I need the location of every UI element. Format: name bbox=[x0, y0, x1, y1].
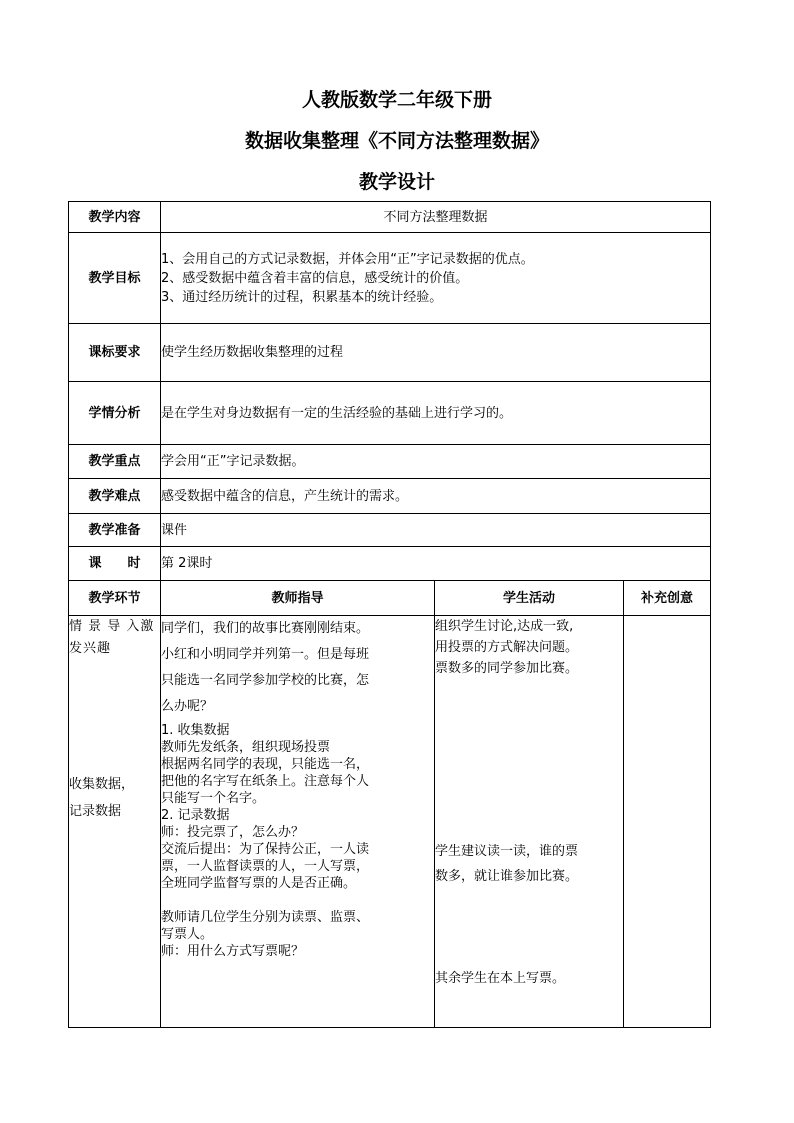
teacher-collect-5: 只能写一个名字。 bbox=[161, 791, 266, 806]
teacher-collect-4: 把他的名字写在纸条上。注意每个人 bbox=[161, 774, 370, 789]
row-difficulty bbox=[69, 479, 711, 514]
row-period bbox=[69, 547, 711, 581]
teacher-collect-1: 1. 收集数据 bbox=[161, 723, 230, 738]
teacher-record-4: 票，一人监督读票的人，一人写票， bbox=[161, 859, 370, 874]
row-goals bbox=[69, 233, 711, 324]
teacher-record-3: 交流后提出：为了保持公正，一人读 bbox=[161, 842, 370, 857]
doc-title-line-1: 人教版数学二年级下册 bbox=[301, 89, 492, 111]
doc-title-line-3: 教学设计 bbox=[358, 171, 435, 193]
label-standard: 课标要求 bbox=[69, 324, 161, 382]
lesson-plan-table bbox=[68, 201, 711, 1028]
value-content: 不同方法整理数据 bbox=[161, 202, 711, 233]
row-content bbox=[69, 202, 711, 233]
student-discuss-3: 票数多的同学参加比赛。 bbox=[435, 661, 579, 676]
header-teacher: 教师指导 bbox=[161, 581, 435, 616]
stage-intro: 情 景 导 入激发兴趣 bbox=[69, 619, 155, 656]
teacher-record-5: 全班同学监督写票的人是否正确。 bbox=[161, 876, 357, 891]
header-extra: 补充创意 bbox=[624, 581, 711, 616]
value-period: 第 2课时 bbox=[161, 547, 711, 581]
stage-record: 记录数据 bbox=[69, 804, 122, 819]
teacher-record-2: 师：投完票了，怎么办？ bbox=[161, 825, 305, 840]
header-stage: 教学环节 bbox=[69, 581, 161, 616]
value-analysis: 是在学生对身边数据有一定的生活经验的基础上进行学习的。 bbox=[161, 382, 711, 445]
teacher-intro-4: 么办呢？ bbox=[161, 699, 214, 714]
teacher-assign-1: 教师请几位学生分别为读票、监票、 bbox=[161, 910, 370, 925]
label-goals: 教学目标 bbox=[69, 233, 161, 324]
header-student: 学生活动 bbox=[435, 581, 624, 616]
teacher-record-1: 2. 记录数据 bbox=[161, 808, 230, 823]
teacher-collect-3: 根据两名同学的表现，只能选一名， bbox=[161, 757, 370, 772]
teacher-assign-3: 师：用什么方式写票呢？ bbox=[161, 944, 305, 959]
value-goals bbox=[161, 233, 711, 324]
label-analysis: 学情分析 bbox=[69, 382, 161, 445]
stage-cell bbox=[69, 616, 161, 1028]
student-cell bbox=[435, 616, 624, 1028]
row-prep bbox=[69, 514, 711, 547]
value-difficulty: 感受数据中蕴含的信息，产生统计的需求。 bbox=[161, 479, 711, 514]
label-difficulty: 教学难点 bbox=[69, 479, 161, 514]
label-prep: 教学准备 bbox=[69, 514, 161, 547]
teacher-intro-2: 小红和小明同学并列第一。但是每班 bbox=[161, 647, 370, 662]
student-discuss-1: 组织学生讨论,达成一致, bbox=[435, 619, 574, 634]
student-suggest-1: 学生建议读一读，谁的票 bbox=[435, 844, 579, 859]
process-body-row bbox=[69, 616, 711, 1028]
row-analysis bbox=[69, 382, 711, 445]
teacher-collect-2: 教师先发纸条，组织现场投票 bbox=[161, 740, 331, 755]
goal-1: 1、会用自己的方式记录数据，并体会用“正”字记录数据的优点。 bbox=[161, 251, 534, 267]
student-suggest-2: 数多，就让谁参加比赛。 bbox=[435, 869, 579, 884]
process-header-row bbox=[69, 581, 711, 616]
value-key: 学会用“正”字记录数据。 bbox=[161, 445, 711, 479]
teacher-intro-3: 只能选一名同学参加学校的比赛，怎 bbox=[161, 673, 370, 688]
label-content: 教学内容 bbox=[69, 202, 161, 233]
extra-cell bbox=[624, 616, 711, 1028]
stage-collect: 收集数据， bbox=[69, 777, 135, 792]
goal-2: 2、感受数据中蕴含着丰富的信息，感受统计的价值。 bbox=[161, 270, 469, 286]
student-discuss-2: 用投票的方式解决问题。 bbox=[435, 640, 579, 655]
label-period: 课 时 bbox=[69, 547, 161, 581]
value-prep: 课件 bbox=[161, 514, 711, 547]
row-standard bbox=[69, 324, 711, 382]
student-write: 其余学生在本上写票。 bbox=[435, 971, 566, 986]
goal-3: 3、通过经历统计的过程，积累基本的统计经验。 bbox=[161, 289, 443, 305]
teacher-assign-2: 写票人。 bbox=[161, 927, 214, 942]
teacher-cell bbox=[161, 616, 435, 1028]
value-standard: 使学生经历数据收集整理的过程 bbox=[161, 324, 711, 382]
row-key bbox=[69, 445, 711, 479]
label-key: 教学重点 bbox=[69, 445, 161, 479]
teacher-intro-1: 同学们，我们的故事比赛刚刚结束。 bbox=[161, 621, 370, 636]
doc-title-line-2: 数据收集整理《不同方法整理数据》 bbox=[244, 130, 549, 152]
